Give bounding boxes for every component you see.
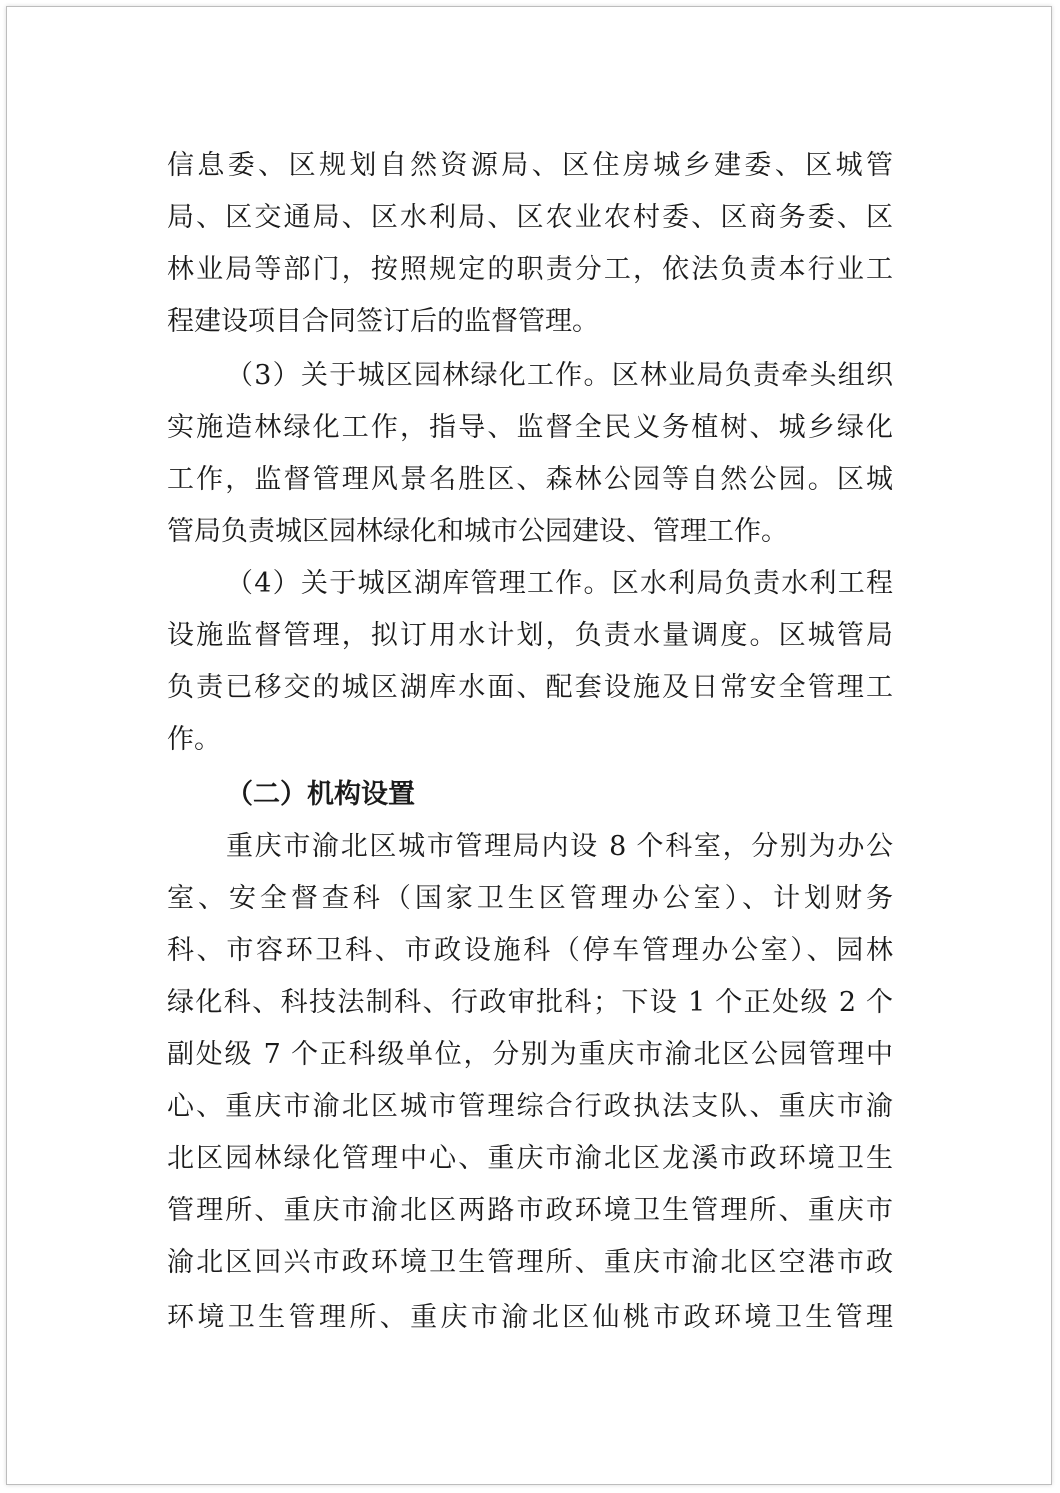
paragraph-line: 重庆市渝北区城市管理局内设 8 个科室，分别为办公 (226, 831, 893, 862)
paragraph-line: 北区园林绿化管理中心、重庆市渝北区龙溪市政环境卫生 (167, 1143, 893, 1174)
paragraph-line: 绿化科、科技法制科、行政审批科；下设 1 个正处级 2 个 (167, 987, 893, 1018)
section-heading: （二）机构设置 (226, 779, 415, 810)
paragraph-line: （3）关于城区园林绿化工作。区林业局负责牵头组织 (226, 360, 893, 391)
paragraph-line: 管局负责城区园林绿化和城市公园建设、管理工作。 (167, 516, 788, 547)
paragraph-line: 设施监督管理，拟订用水计划，负责水量调度。区城管局 (167, 620, 893, 651)
paragraph-line: 局、区交通局、区水利局、区农业农村委、区商务委、区 (167, 202, 893, 233)
paragraph-line: 实施造林绿化工作，指导、监督全民义务植树、城乡绿化 (167, 412, 893, 443)
paragraph-line: 室、安全督查科（国家卫生区管理办公室）、计划财务 (167, 883, 893, 914)
paragraph-line: 心、重庆市渝北区城市管理综合行政执法支队、重庆市渝 (167, 1091, 893, 1122)
paragraph-line: 副处级 7 个正科级单位，分别为重庆市渝北区公园管理中 (167, 1039, 893, 1070)
paragraph-line: （4）关于城区湖库管理工作。区水利局负责水利工程 (226, 568, 893, 599)
paragraph-line: 作。 (167, 724, 221, 755)
paragraph-line: 科、市容环卫科、市政设施科（停车管理办公室）、园林 (167, 935, 893, 966)
paragraph-line: 程建设项目合同签订后的监督管理。 (167, 306, 599, 337)
paragraph-line: 管理所、重庆市渝北区两路市政环境卫生管理所、重庆市 (167, 1195, 893, 1226)
paragraph-line: 环境卫生管理所、重庆市渝北区仙桃市政环境卫生管理 (167, 1302, 893, 1333)
paragraph-line: 林业局等部门，按照规定的职责分工，依法负责本行业工 (167, 254, 893, 285)
paragraph-line: 渝北区回兴市政环境卫生管理所、重庆市渝北区空港市政 (167, 1247, 893, 1278)
paragraph-line: 信息委、区规划自然资源局、区住房城乡建委、区城管 (167, 150, 893, 181)
paragraph-line: 工作，监督管理风景名胜区、森林公园等自然公园。区城 (167, 464, 893, 495)
paragraph-line: 负责已移交的城区湖库水面、配套设施及日常安全管理工 (167, 672, 893, 703)
